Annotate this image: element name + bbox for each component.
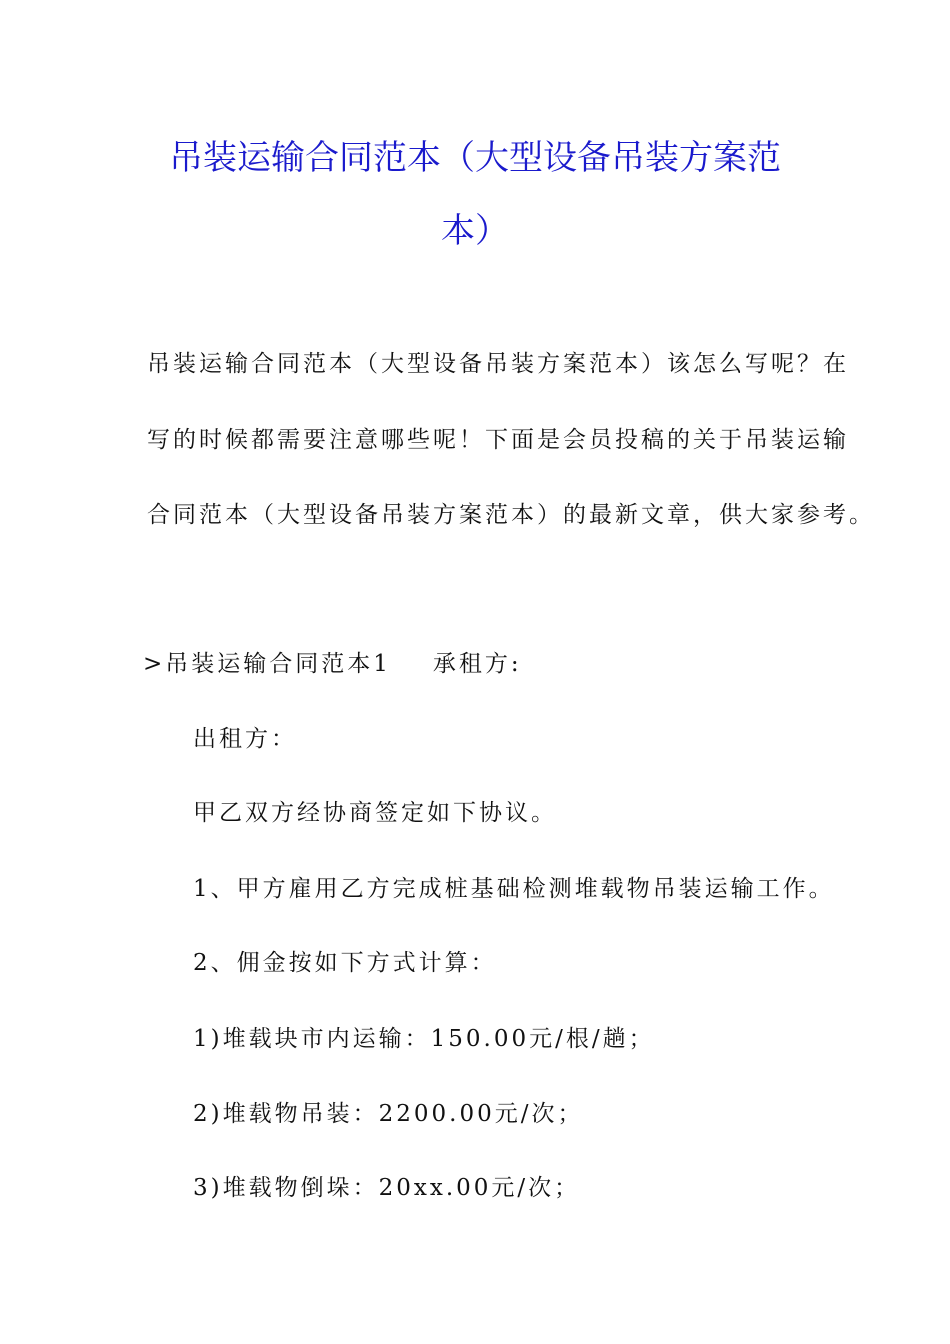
paragraph-agreement: 甲乙双方经协商签定如下协议。 (193, 800, 557, 826)
intro-line-1: 吊装运输合同范本（大型设备吊装方案范本）该怎么写呢？在 (147, 351, 849, 377)
intro-line-3: 合同范本（大型设备吊装方案范本）的最新文章，供大家参考。 (147, 502, 875, 528)
section-title: >吊装运输合同范本1 (143, 651, 391, 677)
intro-line-2: 写的时候都需要注意哪些呢！下面是会员投稿的关于吊装运输 (147, 427, 849, 453)
paragraph-fee-3: 3)堆载物倒垛：20xx.00元/次； (193, 1175, 581, 1201)
paragraph-lessor: 出租方： (193, 726, 297, 752)
paragraph-clause-1: 1、甲方雇用乙方完成桩基础检测堆载物吊装运输工作。 (193, 876, 835, 902)
document-title-line-1: 吊装运输合同范本（大型设备吊装方案范 (169, 138, 781, 178)
document-title-line-2: 本） (441, 211, 509, 251)
paragraph-clause-2: 2、佣金按如下方式计算： (193, 950, 497, 976)
paragraph-fee-2: 2)堆载物吊装：2200.00元/次； (193, 1101, 584, 1127)
section-heading (143, 645, 522, 678)
paragraph-fee-1: 1)堆载块市内运输：150.00元/根/趟； (193, 1026, 655, 1052)
lessee-label: 承租方: (432, 651, 522, 677)
